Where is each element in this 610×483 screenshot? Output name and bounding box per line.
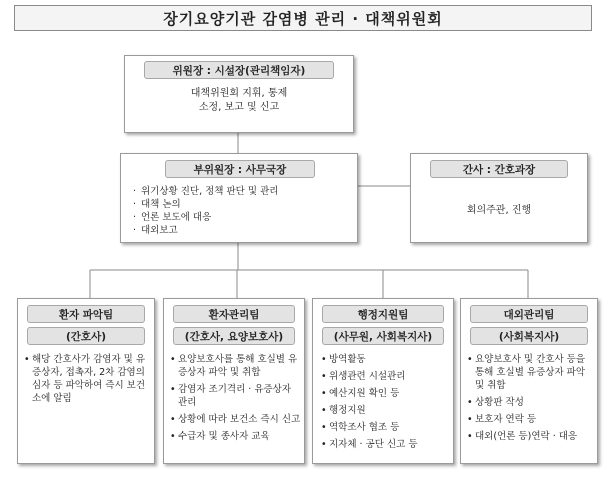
- team-2-duty-item: • 요양보호사를 통해 호실별 유증상자 파악 및 취합: [170, 354, 298, 378]
- team-3-duty-item: • 예산지원 확인 등: [321, 388, 400, 399]
- vice-duty-item: · 대책 논의: [133, 199, 181, 210]
- team-1-members: (간호사): [27, 327, 145, 345]
- team-3-duties: [321, 353, 451, 455]
- team-4-duties: [467, 353, 595, 447]
- chair-duty-2: 소정, 보고 및 신고: [198, 102, 280, 113]
- chair-duty-1: 대책위원회 지휘, 통제: [190, 88, 288, 99]
- team-2-duty-item: • 상황에 따라 보건소 즉시 신고: [170, 414, 301, 425]
- vice-chair-duties: [133, 185, 355, 237]
- team-admin-support-box: [312, 298, 454, 464]
- vice-duty-item: · 위기상황 진단, 정책 판단 및 관리: [133, 186, 279, 197]
- team-patient-identification-box: [17, 298, 155, 464]
- team-3-duty-item: • 지자체 · 공단 신고 등: [321, 439, 418, 450]
- chair-label: 위원장 : 시설장(관리책임자): [144, 61, 334, 79]
- team-3-name: 행정지원팀: [322, 305, 444, 323]
- diagram-title-box: [14, 5, 592, 31]
- secretary-label: 간사 : 간호과장: [430, 160, 568, 178]
- team-4-duty-item: • 요양보호사 및 간호사 등을 통해 호실별 유증상자 파악 및 취합: [467, 354, 586, 391]
- secretary-duty: 회의주관, 진행: [466, 205, 532, 216]
- team-3-duty-item: • 역학조사 협조 등: [321, 422, 400, 433]
- team-3-duty-item: • 위생관련 시설관리: [321, 371, 406, 382]
- team-1-name: 환자 파악팀: [27, 305, 145, 323]
- team-2-duty-item: • 감염자 조기격리 · 유증상자 관리: [170, 384, 292, 408]
- team-2-duties: [170, 353, 302, 447]
- team-4-members: (사회복지사): [470, 327, 588, 345]
- team-4-duty-item: • 대외(언론 등)연락 · 대응: [467, 431, 578, 442]
- team-1-duty-item: • 해당 간호사가 감염자 및 유증상자, 접촉자, 2차 감염의심자 등 파악하여 즉시 보건소에 알림: [24, 354, 146, 404]
- team-4-name: 대외관리팀: [470, 305, 588, 323]
- team-patient-management-box: [163, 298, 305, 464]
- diagram-title: 장기요양기관 감염병 관리 · 대책위원회: [163, 9, 443, 28]
- team-4-duty-item: • 보호자 연락 등: [467, 414, 537, 425]
- vice-duty-item: · 언론 보도에 대응: [133, 212, 212, 223]
- team-external-relations-box: [460, 298, 598, 464]
- team-4-duty-item: • 상황판 작성: [467, 397, 524, 408]
- vice-duty-item: · 대외보고: [133, 225, 178, 236]
- team-2-name: 환자관리팀: [173, 305, 295, 323]
- team-2-duty-item: • 수급자 및 종사자 교육: [170, 431, 270, 442]
- team-1-duties: [24, 353, 152, 405]
- team-3-duty-item: • 방역활동: [321, 354, 366, 365]
- team-3-members: (사무원, 사회복지사): [322, 327, 444, 345]
- chair-box: [124, 55, 354, 133]
- team-3-duty-item: • 행정지원: [321, 405, 366, 416]
- team-2-members: (간호사, 요양보호사): [173, 327, 295, 345]
- vice-chair-box: [120, 153, 358, 243]
- secretary-box: [410, 153, 588, 243]
- vice-chair-label: 부위원장 : 사무국장: [165, 160, 315, 178]
